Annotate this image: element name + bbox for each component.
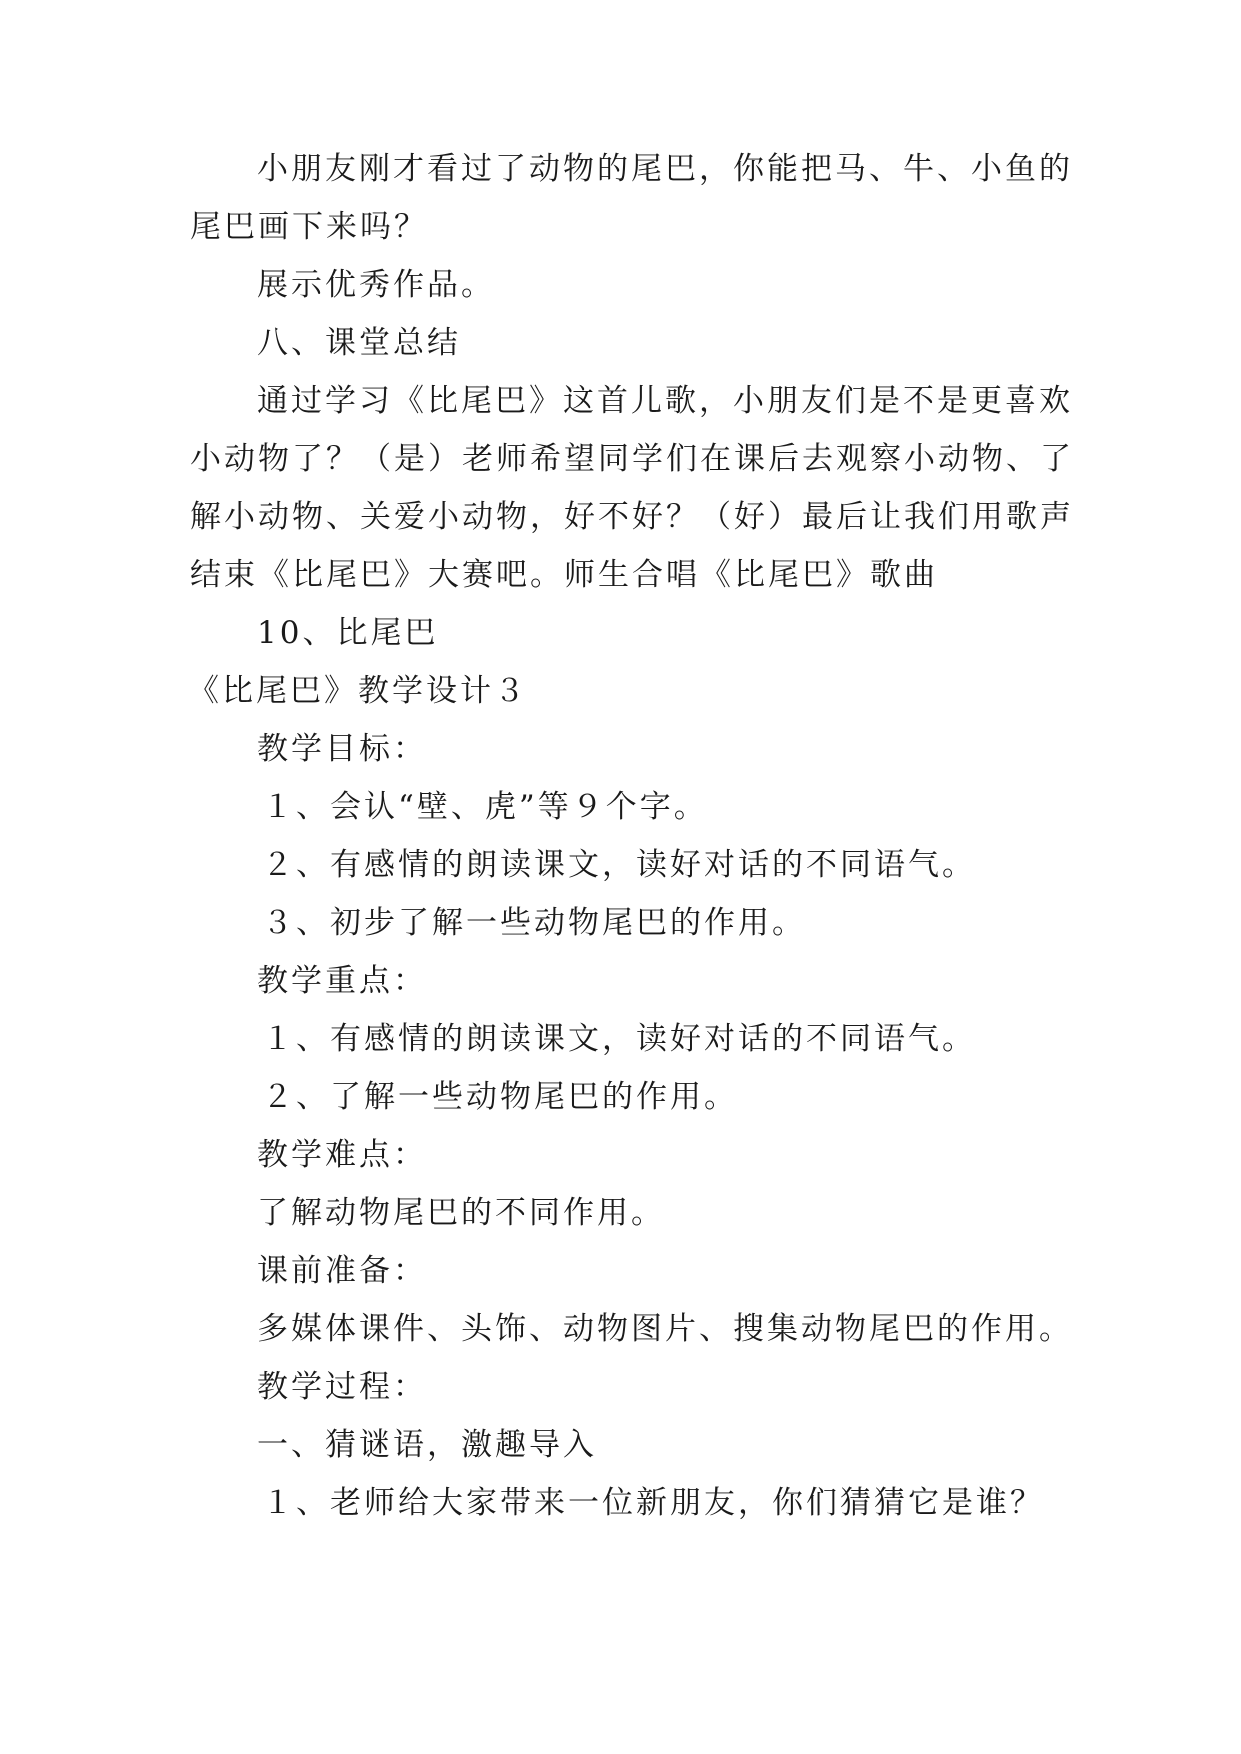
paragraph-line: 解小动物、关爱小动物，好不好？（好）最后让我们用歌声 <box>190 499 1074 535</box>
section-heading: 一、猜谜语，激趣导入 <box>257 1427 597 1463</box>
paragraph-line: 展示优秀作品。 <box>257 267 495 303</box>
paragraph-line: 通过学习《比尾巴》这首儿歌，小朋友们是不是更喜欢 <box>257 383 1073 419</box>
section-heading: 教学目标： <box>257 731 427 767</box>
list-item: １、有感情的朗读课文，读好对话的不同语气。 <box>262 1021 976 1057</box>
list-item: ２、了解一些动物尾巴的作用。 <box>262 1079 738 1115</box>
section-heading: 八、课堂总结 <box>257 325 461 361</box>
section-heading: 教学过程： <box>257 1369 427 1405</box>
list-item: ３、初步了解一些动物尾巴的作用。 <box>262 905 806 941</box>
section-heading: 教学难点： <box>257 1137 427 1173</box>
document-title: 《比尾巴》教学设计３ <box>188 673 528 709</box>
section-heading: 教学重点： <box>257 963 427 999</box>
paragraph-line: 尾巴画下来吗？ <box>190 209 428 245</box>
list-item: １、老师给大家带来一位新朋友，你们猜猜它是谁？ <box>262 1485 1044 1521</box>
paragraph-line: 小朋友刚才看过了动物的尾巴，你能把马、牛、小鱼的 <box>257 151 1073 187</box>
document-body <box>188 140 1074 1532</box>
section-heading: 课前准备： <box>257 1253 427 1289</box>
list-item: １、会认“壁、虎”等９个字。 <box>262 789 708 825</box>
paragraph-line: 了解动物尾巴的不同作用。 <box>257 1195 665 1231</box>
paragraph-line: 小动物了？（是）老师希望同学们在课后去观察小动物、了 <box>190 441 1074 477</box>
paragraph-line: 结束《比尾巴》大赛吧。师生合唱《比尾巴》歌曲 <box>190 557 938 593</box>
list-item: ２、有感情的朗读课文，读好对话的不同语气。 <box>262 847 976 883</box>
lesson-title: 10、比尾巴 <box>257 615 439 651</box>
paragraph-line: 多媒体课件、头饰、动物图片、搜集动物尾巴的作用。 <box>257 1311 1073 1347</box>
